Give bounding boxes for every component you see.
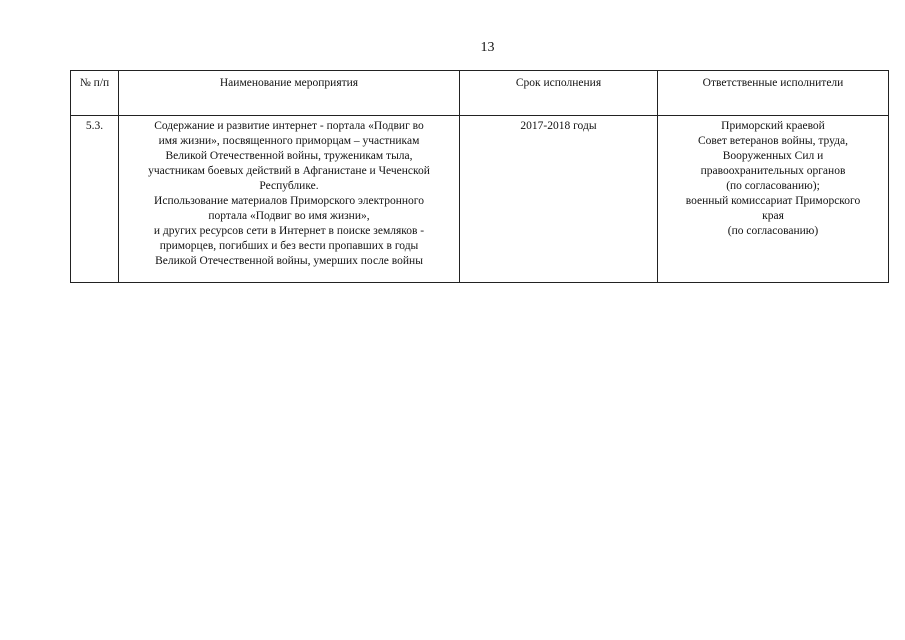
measure-name-line: имя жизни», посвященного приморцам – участникам bbox=[158, 135, 420, 147]
header-number: № п/п bbox=[71, 71, 119, 116]
responsible-line: (по согласованию) bbox=[727, 225, 819, 237]
responsible-line: Совет ветеранов войны, труда, bbox=[698, 135, 848, 147]
responsible-line: Вооруженных Сил и bbox=[722, 150, 824, 162]
measure-name-line: участникам боевых действий в Афганистане и Чеченской bbox=[148, 165, 430, 177]
row-measure-name bbox=[119, 116, 460, 283]
measure-name-line: Использование материалов Приморского электронного bbox=[154, 195, 424, 207]
measure-name-line: Содержание и развитие интернет - портала «Подвиг во bbox=[154, 120, 424, 132]
header-deadline: Срок исполнения bbox=[460, 71, 658, 116]
responsible-line: военный комиссариат Приморского bbox=[685, 195, 861, 207]
measure-name-line: портала «Подвиг во имя жизни», bbox=[208, 210, 370, 222]
measures-table bbox=[70, 70, 889, 283]
measure-name-line: и других ресурсов сети в Интернет в поиске земляков - bbox=[153, 225, 425, 237]
responsible-line: (по согласованию); bbox=[726, 180, 820, 192]
measure-name-line: приморцев, погибших и без вести пропавших в годы bbox=[159, 240, 419, 252]
measure-name-line: Великой Отечественной войны, умерших после войны bbox=[155, 255, 423, 267]
table-row bbox=[71, 116, 889, 283]
responsible-line: края bbox=[762, 210, 784, 222]
table-header-row bbox=[71, 71, 889, 116]
measure-name-line: Республике. bbox=[259, 180, 319, 192]
page-number: 13 bbox=[480, 40, 495, 55]
row-responsible bbox=[658, 116, 889, 283]
measure-name-line: Великой Отечественной войны, труженикам тыла, bbox=[165, 150, 413, 162]
row-number: 5.3. bbox=[71, 116, 119, 283]
responsible-line: правоохранительных органов bbox=[700, 165, 846, 177]
header-responsible: Ответственные исполнители bbox=[658, 71, 889, 116]
header-measure-name: Наименование мероприятия bbox=[119, 71, 460, 116]
row-deadline: 2017-2018 годы bbox=[460, 116, 658, 283]
responsible-line: Приморский краевой bbox=[721, 120, 825, 132]
